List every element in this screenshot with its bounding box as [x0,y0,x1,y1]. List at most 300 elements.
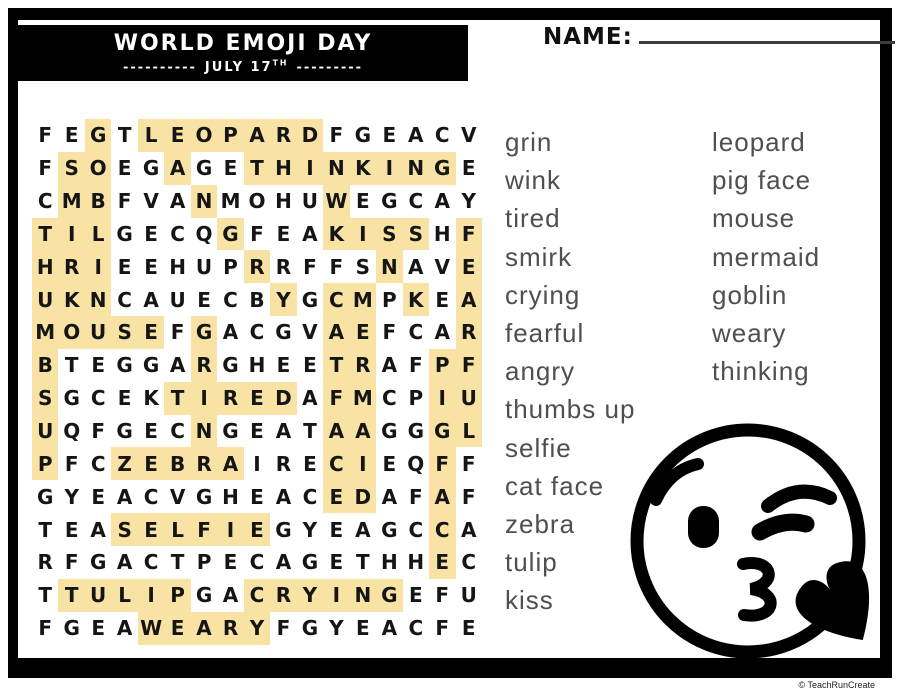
word-list-item: kiss [505,585,554,616]
grid-cell: V [434,254,450,279]
word-list-item: tulip [505,547,558,578]
grid-cell: F [276,616,291,641]
grid-cell: G [116,419,133,444]
grid-cell: G [63,386,80,411]
grid-cell: E [144,419,158,444]
grid-cell: M [350,283,376,316]
word-list-item: mouse [712,203,796,234]
grid-cell: P [408,386,424,411]
grid-cell: B [32,349,58,382]
grid-cell: F [64,451,79,476]
grid-cell: N [350,579,376,612]
grid-cell: A [217,447,243,480]
grid-cell: I [138,579,164,612]
grid-cell: R [275,254,292,279]
word-list-item: wink [505,165,562,196]
grid-cell: S [111,316,137,349]
word-list-item: crying [505,279,581,310]
grid-cell: E [435,287,450,312]
grid-cell: A [323,316,349,349]
grid-cell: E [303,353,317,378]
grid-cell: K [403,283,429,316]
grid-cell: C [117,287,132,312]
grid-cell: I [191,382,217,415]
grid-cell: T [170,550,185,575]
grid-cell: H [248,353,266,378]
grid-cell: F [456,349,482,382]
grid-cell: R [191,349,217,382]
grid-cell: L [138,119,164,152]
grid-cell: T [244,152,270,185]
grid-cell: A [116,616,133,641]
grid-cell: R [456,316,482,349]
grid-cell: E [461,616,476,641]
grid-cell: M [32,316,58,349]
name-blank-line [639,24,895,44]
grid-cell: E [64,517,79,542]
grid-cell: E [144,254,158,279]
grid-cell: T [38,517,53,542]
word-list-item: tired [505,203,561,234]
grid-cell: A [116,484,133,509]
grid-cell: G [381,419,398,444]
grid-cell: G [381,517,398,542]
grid-cell: C [323,283,349,316]
grid-cell: G [142,353,160,378]
grid-cell: E [138,447,164,480]
name-label: NAME: [543,24,633,50]
grid-cell: V [143,189,159,214]
grid-cell: E [223,156,238,181]
grid-cell: C [170,419,185,444]
grid-cell: S [58,152,84,185]
grid-cell: F [382,320,397,345]
grid-cell: E [91,353,105,378]
grid-cell: Y [302,517,318,542]
grid-cell: H [270,152,296,185]
grid-cell: K [143,386,159,411]
grid-cell: G [116,353,133,378]
grid-cell: G [301,616,319,641]
word-list-item: pig face [712,165,812,196]
grid-cell: G [301,287,319,312]
grid-cell: W [323,185,349,218]
grid-cell: I [217,513,243,546]
word-list-item: thinking [712,356,810,387]
grid-cell: C [302,484,318,509]
grid-cell: P [217,119,243,152]
grid-cell: F [329,123,344,148]
grid-cell: A [323,415,349,448]
grid-cell: A [169,353,186,378]
grid-cell: U [301,189,319,214]
grid-cell: T [323,349,349,382]
word-list-right [712,127,820,394]
grid-cell: S [403,218,429,251]
grid-cell: A [460,517,477,542]
grid-cell: Y [244,612,270,645]
grid-cell: C [37,189,53,214]
grid-cell: A [222,320,239,345]
grid-cell: E [244,382,270,415]
grid-cell: E [356,189,370,214]
name-field [543,24,895,50]
grid-cell: D [297,119,323,152]
grid-cell: E [461,156,476,181]
grid-cell: T [303,419,317,444]
grid-cell: P [223,254,238,279]
grid-cell: R [275,451,292,476]
grid-cell: F [408,353,423,378]
grid-cell: C [90,451,106,476]
grid-cell: V [169,484,186,509]
grid-cell: O [248,189,266,214]
grid-cell: I [350,447,376,480]
grid-cell: F [191,513,217,546]
grid-cell: G [85,119,111,152]
grid-cell: F [91,419,105,444]
grid-cell: I [253,451,261,476]
grid-cell: D [350,480,376,513]
grid-cell: G [195,583,213,608]
grid-cell: C [249,550,265,575]
grid-cell: G [195,484,213,509]
grid-cell: V [302,320,318,345]
grid-cell: A [434,320,450,345]
subtitle-date-suffix: TH [272,59,289,68]
subtitle-dashes-right: --------- [296,60,364,76]
grid-cell: F [64,550,79,575]
grid-cell: Q [63,419,81,444]
grid-cell: E [250,419,264,444]
grid-cell: U [195,254,213,279]
kiss-emoji-illustration [622,416,878,668]
grid-cell: Y [64,484,79,509]
grid-cell: C [408,320,424,345]
grid-cell: H [275,189,292,214]
grid-cell: A [456,283,482,316]
grid-cell: G [275,320,292,345]
grid-cell: E [456,250,482,283]
word-list-item: weary [712,317,787,348]
grid-cell: S [32,382,58,415]
grid-cell: A [90,517,106,542]
grid-cell: I [297,152,323,185]
grid-cell: F [461,451,476,476]
grid-cell: C [461,550,477,575]
grid-cell: B [249,287,265,312]
grid-cell: F [461,484,476,509]
grid-cell: R [270,579,296,612]
grid-cell: F [38,123,53,148]
grid-cell: T [64,353,79,378]
grid-cell: I [429,382,455,415]
grid-cell: F [329,254,344,279]
grid-cell: G [429,415,455,448]
grid-cell: A [275,550,292,575]
grid-cell: K [323,218,349,251]
word-list-item: leopard [712,127,806,157]
grid-cell: U [460,583,477,608]
grid-cell: L [456,415,482,448]
grid-cell: R [37,550,53,575]
grid-cell: G [407,419,424,444]
grid-cell: I [323,579,349,612]
grid-cell: G [222,419,239,444]
grid-cell: E [117,254,132,279]
grid-cell: F [323,382,349,415]
grid-cell: A [381,616,398,641]
grid-cell: A [222,583,239,608]
grid-cell: G [376,579,402,612]
wordsearch-grid [32,119,482,645]
grid-cell: N [376,250,402,283]
grid-cell: A [408,254,424,279]
grid-cell: S [355,254,371,279]
grid-cell: E [144,221,158,246]
grid-cell: C [143,484,159,509]
word-list-item: cat face [505,470,605,501]
grid-cell: G [191,316,217,349]
grid-cell: O [58,316,84,349]
grid-cell: G [381,189,398,214]
grid-cell: I [350,218,376,251]
grid-cell: C [434,123,450,148]
grid-cell: F [429,447,455,480]
grid-cell: A [275,484,292,509]
grid-cell: E [117,156,132,181]
grid-cell: C [249,320,265,345]
grid-cell: G [116,221,133,246]
grid-cell: P [381,287,397,312]
title-banner [18,25,468,81]
worksheet-subtitle [18,59,468,75]
word-list-item: smirk [505,241,573,272]
grid-cell: E [244,513,270,546]
grid-cell: E [117,386,132,411]
grid-cell: G [217,218,243,251]
grid-cell: K [58,283,84,316]
grid-cell: P [429,349,455,382]
grid-cell: F [117,189,132,214]
grid-cell: T [58,579,84,612]
grid-cell: N [323,152,349,185]
grid-cell: Q [407,451,425,476]
grid-cell: E [64,123,79,148]
grid-cell: C [408,616,424,641]
grid-cell: E [223,550,238,575]
grid-cell: E [329,517,344,542]
grid-cell: D [270,382,296,415]
grid-cell: O [85,152,111,185]
word-list-item: mermaid [712,241,821,272]
grid-cell: E [329,550,344,575]
word-list-item: fearful [505,317,585,348]
grid-cell: I [85,250,111,283]
grid-cell: A [302,221,318,246]
grid-cell: P [32,447,58,480]
grid-cell: E [429,546,455,579]
grid-cell: A [434,189,450,214]
grid-cell: E [382,451,397,476]
subtitle-date [205,60,289,75]
grid-cell: B [85,185,111,218]
grid-cell: T [356,550,370,575]
emoji-left-eye [688,506,719,548]
grid-cell: G [142,156,160,181]
grid-cell: U [85,316,111,349]
grid-cell: N [191,185,217,218]
grid-cell: Y [297,579,323,612]
grid-cell: A [143,287,159,312]
grid-cell: U [85,579,111,612]
grid-cell: E [408,583,423,608]
grid-cell: E [356,616,370,641]
grid-cell: A [116,550,133,575]
grid-cell: A [381,353,398,378]
grid-cell: T [38,583,53,608]
grid-cell: P [164,579,190,612]
grid-cell: L [164,513,190,546]
grid-cell: K [350,152,376,185]
subtitle-dashes-left: ---------- [122,60,197,76]
grid-cell: E [197,287,211,312]
copyright-text: © TeachRunCreate [798,680,875,690]
grid-cell: E [91,616,105,641]
grid-cell: G [275,517,292,542]
grid-cell: B [164,447,190,480]
grid-cell: A [381,484,398,509]
grid-cell: H [169,254,186,279]
grid-cell: I [58,218,84,251]
grid-cell: F [303,254,317,279]
grid-cell: C [90,386,106,411]
grid-cell: F [38,616,53,641]
grid-cell: E [91,484,105,509]
grid-cell: A [164,152,190,185]
grid-cell: R [191,447,217,480]
grid-cell: I [376,152,402,185]
grid-cell: C [429,513,455,546]
grid-cell: G [222,353,239,378]
grid-cell: C [323,447,349,480]
grid-cell: E [138,513,164,546]
grid-cell: A [244,119,270,152]
grid-cell: M [58,185,84,218]
grid-cell: G [354,123,372,148]
grid-cell: E [138,316,164,349]
grid-cell: R [58,250,84,283]
grid-cell: H [380,550,398,575]
grid-cell: A [191,612,217,645]
grid-cell: N [85,283,111,316]
worksheet-title: WORLD EMOJI DAY [113,31,373,56]
grid-cell: G [37,484,54,509]
grid-cell: N [403,152,429,185]
grid-cell: E [303,451,317,476]
grid-cell: E [382,123,397,148]
grid-cell: E [276,353,291,378]
grid-cell: C [223,287,238,312]
grid-cell: A [302,386,318,411]
grid-cell: H [407,550,425,575]
word-list-item: angry [505,356,576,387]
grid-cell: F [170,320,185,345]
grid-cell: R [244,250,270,283]
grid-cell: C [170,221,185,246]
grid-cell: U [32,415,58,448]
word-list-item: goblin [712,279,788,310]
grid-cell: E [250,484,264,509]
word-list-left [505,127,635,623]
grid-cell: R [217,382,243,415]
grid-cell: Y [270,283,296,316]
grid-cell: L [85,218,111,251]
grid-cell: A [275,419,292,444]
grid-cell: H [222,484,239,509]
grid-cell: U [32,283,58,316]
grid-cell: G [195,156,213,181]
grid-cell: E [164,119,190,152]
grid-cell: C [381,386,397,411]
grid-cell: E [276,221,291,246]
grid-cell: G [301,550,319,575]
word-list-item: grin [505,127,553,157]
grid-cell: Y [329,616,344,641]
grid-cell: H [433,221,451,246]
grid-cell: C [408,517,424,542]
grid-cell: F [38,156,53,181]
word-list-item: thumbs up [505,394,636,425]
grid-cell: C [244,579,270,612]
grid-cell: R [270,119,296,152]
grid-cell: N [191,415,217,448]
grid-cell: T [117,123,132,148]
grid-cell: G [63,616,80,641]
grid-cell: U [169,287,186,312]
grid-cell: P [196,550,212,575]
grid-cell: S [376,218,402,251]
emoji-wink-eye [760,522,806,532]
grid-cell: F [456,218,482,251]
grid-cell: E [323,480,349,513]
grid-cell: C [408,189,424,214]
grid-cell: G [429,152,455,185]
grid-cell: C [143,550,159,575]
grid-cell: F [408,484,423,509]
grid-cell: U [456,382,482,415]
grid-cell: A [355,517,371,542]
grid-cell: E [164,612,190,645]
grid-cell: F [435,616,450,641]
grid-cell: W [138,612,164,645]
grid-cell: T [164,382,190,415]
grid-cell: A [350,415,376,448]
grid-cell: Q [195,221,213,246]
grid-cell: O [191,119,217,152]
grid-cell: A [408,123,424,148]
grid-cell: Z [111,447,137,480]
word-list-item: selfie [505,432,572,463]
grid-cell: M [220,189,241,214]
grid-cell: G [89,550,107,575]
grid-cell: A [169,189,186,214]
grid-cell: F [250,221,264,246]
grid-cell: V [460,123,477,148]
grid-cell: E [350,316,376,349]
grid-cell: H [32,250,58,283]
grid-cell: A [429,480,455,513]
